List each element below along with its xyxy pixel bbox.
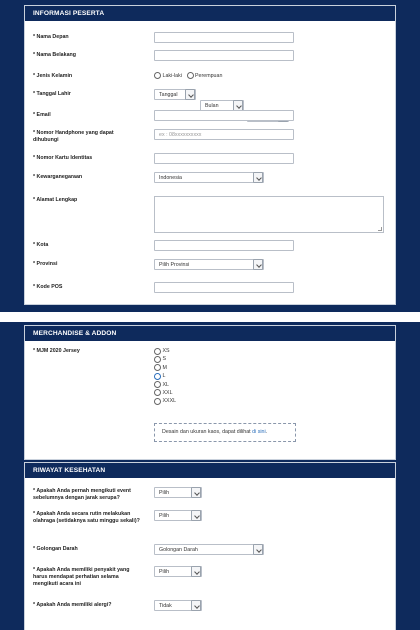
nama-depan-input[interactable] <box>154 32 294 43</box>
nama-belakang-label: * Nama Belakang <box>33 52 76 58</box>
size-label: L <box>162 373 166 380</box>
bulan-select-value: Bulan <box>205 103 219 109</box>
panel-title: INFORMASI PESERTA <box>25 6 395 21</box>
tanggal-select[interactable] <box>154 89 196 100</box>
email-label: * Email <box>33 112 51 118</box>
q3-select[interactable] <box>154 544 264 555</box>
riwayat-kesehatan-panel <box>24 462 396 630</box>
q4-select[interactable] <box>154 566 202 577</box>
tanggal-select-value: Tanggal <box>159 92 178 98</box>
merchandise-panel <box>24 325 396 460</box>
panel-title: MERCHANDISE & ADDON <box>25 326 395 341</box>
chevron-down-icon <box>253 172 263 183</box>
size-label: M <box>162 364 167 371</box>
email-input[interactable] <box>154 110 294 121</box>
chevron-down-icon <box>191 510 201 521</box>
kewarganegaraan-label: * Kewarganegaraan <box>33 174 83 180</box>
size-option[interactable] <box>154 389 179 397</box>
identitas-label: * Nomor Kartu Identitas <box>33 155 93 161</box>
q2-select[interactable] <box>154 510 202 521</box>
q5-value: Tidak <box>159 603 172 609</box>
resize-handle-icon[interactable] <box>378 227 382 231</box>
gender-female-label: Perempuan <box>195 72 223 79</box>
size-option[interactable] <box>154 364 179 372</box>
gender-female-radio[interactable] <box>187 72 194 79</box>
hp-placeholder: ex : 08xxxxxxxxxx <box>159 132 202 138</box>
informasi-peserta-panel <box>24 5 396 305</box>
size-label: XS <box>162 348 170 354</box>
size-radio[interactable] <box>154 356 161 363</box>
q2-label: * Apakah Anda secara rutin melakukan olahraga (setidaknya satu minggu sekali)? <box>33 511 140 524</box>
q5-label: * Apakah Anda memiliki alergi? <box>33 602 112 608</box>
q3-value: Golongan Darah <box>159 547 198 553</box>
size-option[interactable] <box>154 372 179 380</box>
note-end: . <box>265 429 268 435</box>
kota-input[interactable] <box>154 240 294 251</box>
size-radio[interactable] <box>154 348 161 355</box>
alamat-label: * Alamat Lengkap <box>33 197 78 203</box>
size-radio[interactable] <box>154 389 161 396</box>
kewarganegaraan-value: Indonesia <box>159 175 182 181</box>
size-radio[interactable] <box>154 381 161 388</box>
q1-select[interactable] <box>154 487 202 498</box>
nama-depan-label: * Nama Depan <box>33 34 69 40</box>
chevron-down-icon <box>191 566 201 577</box>
note-link[interactable]: di sini <box>252 429 266 435</box>
jersey-label: * MJM 2020 Jersey <box>33 348 80 354</box>
kota-label: * Kota <box>33 242 49 248</box>
q2-value: Pilih <box>159 513 170 519</box>
gender-radio-group <box>154 72 225 79</box>
q3-label: * Golongan Darah <box>33 546 78 552</box>
provinsi-select[interactable] <box>154 259 264 270</box>
size-radio[interactable] <box>154 364 161 371</box>
size-label: XL <box>162 381 169 388</box>
provinsi-value: Pilih Provinsi <box>159 262 190 268</box>
identitas-input[interactable] <box>154 153 294 164</box>
size-option[interactable] <box>154 397 179 405</box>
gender-male-label: Laki-laki <box>162 72 182 79</box>
tanggal-lahir-label: * Tanggal Lahir <box>33 91 71 97</box>
size-option[interactable] <box>154 355 179 363</box>
hp-label: * Nomor Handphone yang dapat dihubungi <box>33 130 114 143</box>
note-text: Desain dan ukuran kaos, dapat dilihat <box>162 429 251 435</box>
jersey-size-radio-group <box>154 347 179 406</box>
size-option[interactable] <box>154 381 179 389</box>
kewarganegaraan-select[interactable] <box>154 172 264 183</box>
chevron-down-icon <box>191 487 201 498</box>
gender-male-radio[interactable] <box>154 72 161 79</box>
size-label: XXL <box>162 389 173 396</box>
jenis-kelamin-label: * Jenis Kelamin <box>33 73 73 79</box>
size-radio[interactable] <box>154 373 161 380</box>
q4-value: Pilih <box>159 569 170 575</box>
size-label: XXXL <box>162 398 177 405</box>
chevron-down-icon <box>253 544 263 555</box>
nama-belakang-input[interactable] <box>154 50 294 61</box>
kode-pos-label: * Kode POS <box>33 284 63 290</box>
chevron-down-icon <box>191 600 201 611</box>
size-option[interactable] <box>154 347 179 355</box>
kode-pos-input[interactable] <box>154 282 294 293</box>
size-label: S <box>162 356 167 363</box>
q4-label: * Apakah Anda memiliki penyakit yang harus mendapat perhatian selama mengikuti acara ini <box>33 567 130 587</box>
size-radio[interactable] <box>154 398 161 405</box>
q1-value: Pilih <box>159 490 170 496</box>
panel-title: RIWAYAT KESEHATAN <box>25 463 395 478</box>
q5-select[interactable] <box>154 600 202 611</box>
alamat-textarea[interactable] <box>154 196 384 233</box>
jersey-note <box>154 423 296 442</box>
q1-label: * Apakah Anda pernah mengikuti event sebelumnya dengan jarak serupa? <box>33 488 131 501</box>
chevron-down-icon <box>185 89 195 100</box>
chevron-down-icon <box>253 259 263 270</box>
provinsi-label: * Provinsi <box>33 261 58 267</box>
hp-input[interactable] <box>154 129 294 140</box>
